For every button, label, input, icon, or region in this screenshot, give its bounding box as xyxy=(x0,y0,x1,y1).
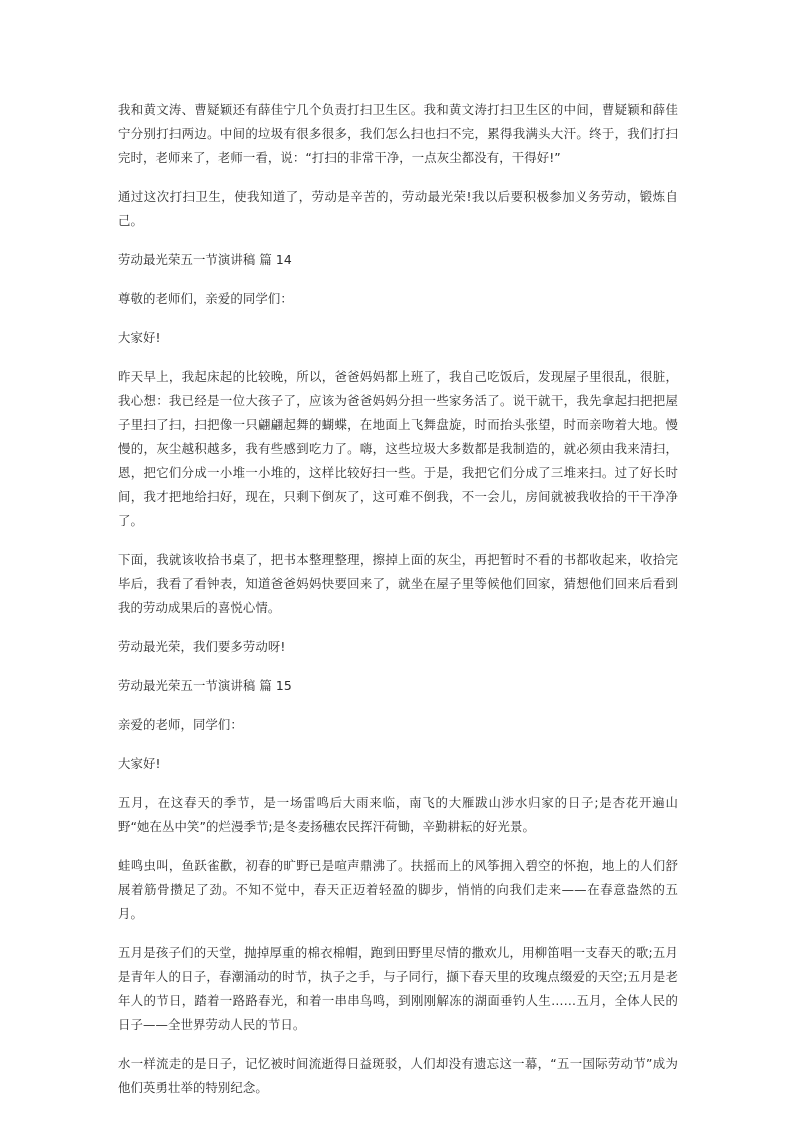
paragraph-cleaning-lesson: 通过这次打扫卫生，使我知道了，劳动是辛苦的，劳动最光荣!我以后要积极参加义务劳动，锻炼自己。 xyxy=(118,189,678,228)
speech-heading-number: 篇 15 xyxy=(259,678,292,693)
speech-heading-title: 劳动最光荣五一节演讲稿 xyxy=(118,678,256,693)
paragraph-gap xyxy=(118,839,678,854)
speech-heading-14 xyxy=(118,248,678,272)
salutation: 尊敬的老师们，亲爱的同学们： xyxy=(118,291,293,306)
paragraph-gap xyxy=(118,659,678,674)
speech-heading-number: 篇 14 xyxy=(259,252,292,267)
greeting: 大家好! xyxy=(118,330,161,345)
paragraph-gap xyxy=(118,926,678,941)
paragraph-gap xyxy=(118,170,678,185)
paragraph-gap xyxy=(118,533,678,548)
speech-heading-15 xyxy=(118,674,678,698)
paragraph-gap xyxy=(118,737,678,752)
paragraph-closing-14: 劳动最光荣，我们要多劳动呀! xyxy=(118,639,286,654)
paragraph-gap xyxy=(118,1037,678,1052)
greeting: 大家好! xyxy=(118,756,161,771)
paragraph-early-spring: 蛙鸣虫叫，鱼跃雀歡，初春的旷野已是喧声鼎沸了。扶摇而上的风筝拥入碧空的怀抱，地上的人们舒展着筋骨攒足了劲。不知不觉中，春天正迈着轻盈的脚步，悄悄的向我们走来——在春意盎然的五月。 xyxy=(118,858,678,921)
paragraph-gap xyxy=(118,776,678,791)
paragraph-cleaning-story: 我和黄文涛、曹疑颖还有薛佳宁几个负责打扫卫生区。我和黄文涛打扫卫生区的中间，曹疑颖和薛佳宁分别打扫两边。中间的垃圾有很多很多，我们怎么扫也扫不完，累得我满头大汗。终于，我们打扫完时，老师来了，老师一看，说：“打扫的非常干净，一点灰尘都没有，干得好!” xyxy=(118,102,678,165)
paragraph-gap xyxy=(118,311,678,326)
salutation: 亲爱的老师，同学们： xyxy=(118,717,243,732)
paragraph-gap xyxy=(118,620,678,635)
paragraph-gap xyxy=(118,350,678,365)
paragraph-gap xyxy=(118,272,678,287)
paragraph-may-spring: 五月，在这春天的季节，是一场雷鸣后大雨来临，南飞的大雁跋山涉水归家的日子;是杏花开遍山野“她在丛中笑”的烂漫季节;是冬麦扬穗农民挥汗荷锄，辛勤耕耘的好光景。 xyxy=(118,795,678,834)
paragraph-gap xyxy=(118,233,678,248)
paragraph-morning-chores: 昨天早上，我起床起的比较晚，所以，爸爸妈妈都上班了，我自己吃饭后，发现屋子里很乱，很脏，我心想：我已经是一位大孩子了，应该为爸爸妈妈分担一些家务活了。说干就干，我先拿起扫把把屋子里扫了扫，扫把像一只翩翩起舞的蝴蝶，在地面上飞舞盘旋，时而抬头张望，时而亲吻着大地。慢慢的，灰尘越积越多，我有些感到吃力了。嗨，这些垃圾大多数都是我制造的，就必须由我来清扫，恩，把它们分成一小堆一小堆的，这样比较好扫一些。于是，我把它们分成了三堆来扫。过了好长时间，我才把地给扫好，现在，只剩下倒灰了，这可难不倒我，不一会儿，房间就被我收拾的干干净净了。 xyxy=(118,369,678,528)
paragraph-gap xyxy=(118,698,678,713)
paragraph-may-for-all: 五月是孩子们的天堂，抛掉厚重的棉衣棉帽，跑到田野里尽情的撒欢儿，用柳笛唱一支春天的歌;五月是青年人的日子，春潮涌动的时节，执子之手，与子同行，撷下春天里的玫瑰点缀爱的天空;五月是老年人的节日，踏着一路路春光，和着一串串鸟鸣，到刚刚解冻的湖面垂钓人生……五月，全体人民的日子——全世界劳动人民的节日。 xyxy=(118,945,678,1032)
speech-heading-title: 劳动最光荣五一节演讲稿 xyxy=(118,252,256,267)
paragraph-labor-day-memory: 水一样流走的是日子，记忆被时间流逝得日益斑驳，人们却没有遗忘这一幕，“五一国际劳动节”成为他们英勇壮举的特别纪念。 xyxy=(118,1056,678,1095)
paragraph-desk-tidy: 下面，我就该收拾书桌了，把书本整理整理，擦掉上面的灰尘，再把暂时不看的书都收起来，收拾完毕后，我看了看钟表，知道爸爸妈妈快要回来了，就坐在屋子里等候他们回家，猜想他们回来后看到我的劳动成果后的喜悦心情。 xyxy=(118,552,678,615)
